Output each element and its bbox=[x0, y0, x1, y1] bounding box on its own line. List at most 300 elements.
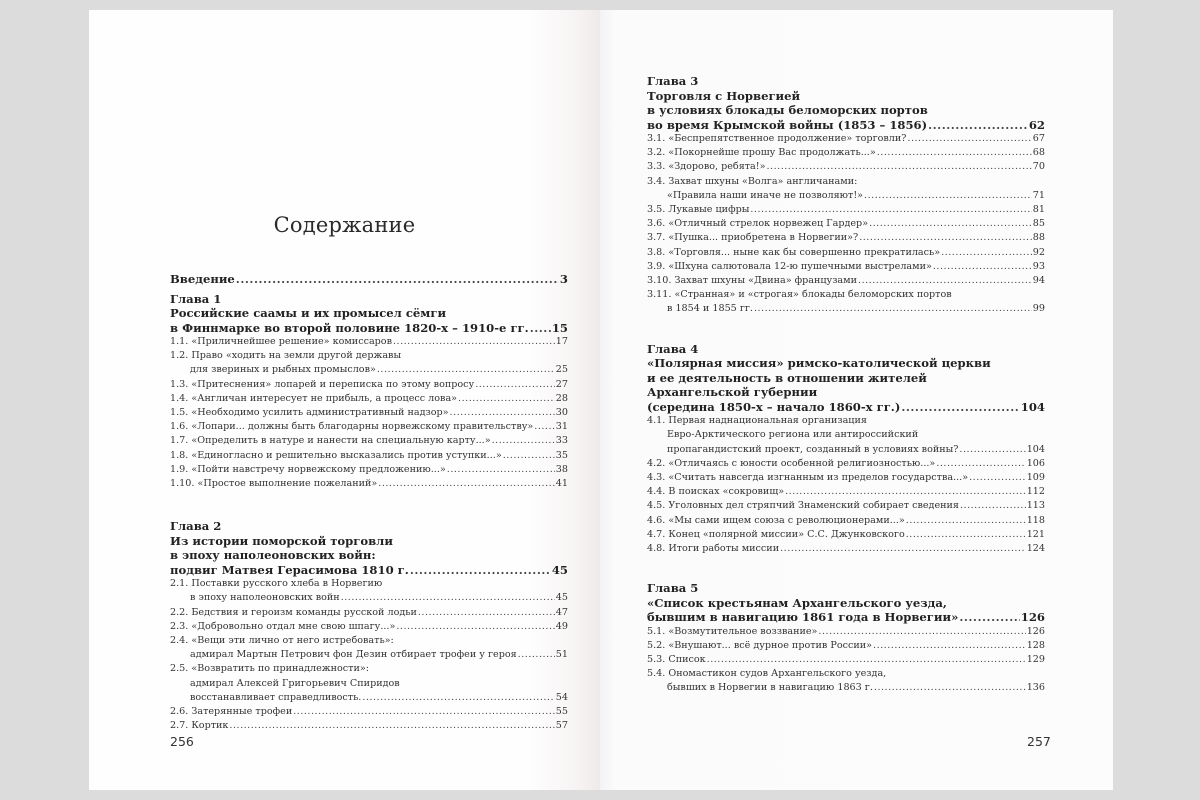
section-title-wrap bbox=[647, 246, 940, 260]
section-title: «Считать навсегда изгнанным из пределов государства...» bbox=[668, 471, 969, 483]
section-entry[interactable] bbox=[170, 719, 568, 733]
section-entry[interactable] bbox=[647, 160, 1045, 174]
page-ref: 70 bbox=[1032, 161, 1045, 173]
section-entry[interactable] bbox=[170, 477, 568, 491]
section-number: 3.10. bbox=[647, 275, 672, 287]
section-entry[interactable] bbox=[647, 639, 1045, 653]
leader-dots bbox=[377, 363, 555, 377]
page-ref: 47 bbox=[555, 606, 568, 618]
section-title: «Пушка... приобретена в Норвегии»? bbox=[668, 232, 859, 244]
section-row[interactable] bbox=[647, 231, 1045, 245]
section-title-wrap bbox=[647, 260, 932, 274]
section-number: 3.7. bbox=[647, 232, 666, 244]
section-entry[interactable] bbox=[647, 414, 1045, 457]
section-number: 4.3. bbox=[647, 471, 666, 483]
page-ref: 128 bbox=[1026, 639, 1045, 651]
section-title-wrap bbox=[170, 449, 502, 463]
page-ref: 81 bbox=[1032, 204, 1045, 216]
chapter-title-line: в условиях блокады беломорских портов bbox=[647, 103, 928, 117]
section-row[interactable] bbox=[647, 542, 1045, 556]
page-ref: 104 bbox=[1020, 399, 1045, 414]
section-number: 4.1. bbox=[647, 415, 666, 427]
chapter-title-line: и ее деятельность в отношении жителей bbox=[647, 370, 927, 385]
section-title: «Возвратить по принадлежности»: bbox=[191, 663, 369, 675]
section-row[interactable] bbox=[647, 514, 1045, 528]
section-row[interactable] bbox=[170, 620, 568, 634]
section-row[interactable] bbox=[647, 457, 1045, 471]
section-title-wrap bbox=[647, 175, 857, 189]
chapter-title-line: в эпоху наполеоновских войн: bbox=[170, 548, 376, 563]
section-entry[interactable] bbox=[647, 485, 1045, 499]
leader-dots bbox=[780, 542, 1026, 556]
section-title-wrap bbox=[647, 457, 935, 471]
section-number: 4.5. bbox=[647, 500, 666, 512]
section-row[interactable] bbox=[170, 406, 568, 420]
section-row-cont[interactable] bbox=[647, 681, 1045, 695]
leader-dots bbox=[410, 563, 551, 578]
section-title-wrap bbox=[647, 160, 766, 174]
page-ref: 45 bbox=[551, 562, 568, 577]
chapter-title-link[interactable] bbox=[647, 610, 1045, 625]
section-title-wrap bbox=[647, 132, 906, 146]
section-title: «Добровольно отдал мне свою шпагу...» bbox=[191, 620, 396, 632]
leader-dots bbox=[959, 610, 1019, 625]
section-entry[interactable] bbox=[170, 463, 568, 477]
page-ref: 113 bbox=[1026, 500, 1045, 512]
section-row[interactable] bbox=[647, 160, 1045, 174]
section-number: 1.10. bbox=[170, 478, 195, 490]
section-entry[interactable] bbox=[647, 457, 1045, 471]
section-number: 1.7. bbox=[170, 435, 189, 447]
section-row[interactable] bbox=[170, 349, 568, 363]
leader-dots bbox=[229, 719, 554, 733]
chapter-entry bbox=[170, 292, 568, 492]
section-row[interactable] bbox=[647, 625, 1045, 639]
leader-dots bbox=[906, 528, 1026, 542]
section-row[interactable] bbox=[647, 146, 1045, 160]
page-ref: 68 bbox=[1032, 147, 1045, 159]
section-title: «Внушают... всё дурное против России» bbox=[668, 639, 873, 651]
leader-dots bbox=[707, 653, 1026, 667]
section-row[interactable] bbox=[647, 528, 1045, 542]
section-row[interactable] bbox=[170, 420, 568, 434]
section-title: «Приличнейшее решение» комиссаров bbox=[191, 336, 392, 347]
right-page bbox=[600, 10, 1113, 790]
section-row-cont[interactable] bbox=[170, 648, 568, 662]
section-title: «Покорнейше прошу Вас продолжать...» bbox=[668, 147, 876, 159]
section-entry[interactable] bbox=[647, 667, 1045, 695]
chapter-title-line: Архангельской губернии bbox=[647, 385, 818, 400]
page-ref: 129 bbox=[1026, 654, 1045, 666]
section-number: 4.8. bbox=[647, 542, 666, 554]
page-ref: 33 bbox=[555, 435, 568, 447]
section-row[interactable] bbox=[647, 667, 1045, 681]
leader-dots bbox=[960, 499, 1026, 513]
leader-dots bbox=[754, 302, 1032, 316]
section-row[interactable] bbox=[170, 449, 568, 463]
section-title: Лукавые цифры bbox=[668, 204, 750, 216]
page-ref: 35 bbox=[555, 449, 568, 461]
section-title-wrap bbox=[647, 542, 779, 556]
section-row[interactable] bbox=[170, 705, 568, 719]
section-row[interactable] bbox=[170, 392, 568, 406]
toc-right-column bbox=[647, 74, 1045, 696]
leader-dots bbox=[933, 260, 1032, 274]
section-row[interactable] bbox=[647, 132, 1045, 146]
section-entry[interactable] bbox=[170, 392, 568, 406]
leader-dots bbox=[928, 118, 1028, 133]
page-ref: 62 bbox=[1028, 117, 1045, 132]
page-ref: 121 bbox=[1026, 528, 1045, 540]
page-ref: 27 bbox=[555, 378, 568, 390]
section-row[interactable] bbox=[647, 639, 1045, 653]
page-ref: 15 bbox=[551, 320, 568, 335]
section-title-cont: Евро-Арктического региона или антироссийский bbox=[667, 429, 919, 441]
leader-dots bbox=[859, 231, 1032, 245]
section-row[interactable] bbox=[170, 463, 568, 477]
section-number: 3.2. bbox=[647, 147, 666, 159]
section-entry[interactable] bbox=[647, 514, 1045, 528]
section-entry[interactable] bbox=[647, 625, 1045, 639]
chapter-label: Глава 5 bbox=[647, 581, 699, 596]
toc-intro-link[interactable] bbox=[170, 272, 568, 287]
section-title: «Пойти навстречу норвежскому предложению...» bbox=[191, 463, 446, 475]
chapter-label: Глава 2 bbox=[170, 519, 222, 534]
section-row[interactable] bbox=[647, 653, 1045, 667]
leader-dots bbox=[785, 485, 1026, 499]
section-entry[interactable] bbox=[170, 349, 568, 377]
section-entry[interactable] bbox=[647, 132, 1045, 146]
section-entry[interactable] bbox=[170, 662, 568, 705]
section-title-wrap bbox=[647, 639, 872, 653]
leader-dots bbox=[936, 457, 1025, 471]
section-number: 3.1. bbox=[647, 133, 666, 144]
leader-dots bbox=[475, 378, 555, 392]
section-entry[interactable] bbox=[170, 406, 568, 420]
section-title: Поставки русского хлеба в Норвегию bbox=[191, 578, 383, 590]
section-title: Захват шхуны «Волга» англичанами: bbox=[668, 175, 858, 187]
page-ref: 41 bbox=[555, 478, 568, 490]
leader-dots bbox=[941, 246, 1032, 260]
section-title: Конец «полярной миссии» С.С. Джунковского bbox=[668, 528, 905, 540]
section-title: Уголовных дел стряпчий Знаменский собирает сведения bbox=[668, 500, 959, 512]
section-row[interactable] bbox=[170, 335, 568, 349]
section-entry[interactable] bbox=[170, 420, 568, 434]
section-row-cont-text: восстанавливает справедливость. bbox=[190, 691, 362, 703]
section-title-wrap bbox=[170, 634, 394, 648]
chapter-entry bbox=[170, 519, 568, 733]
section-title-wrap bbox=[647, 414, 867, 428]
section-row[interactable] bbox=[647, 274, 1045, 288]
page-ref: 104 bbox=[1026, 443, 1045, 455]
section-title: Первая наднациональная организация bbox=[668, 415, 867, 427]
section-number: 1.5. bbox=[170, 407, 189, 419]
page-ref: 55 bbox=[555, 706, 568, 718]
section-title-wrap bbox=[170, 620, 395, 634]
section-row[interactable] bbox=[170, 434, 568, 448]
section-title-wrap bbox=[170, 606, 417, 620]
section-row-cont[interactable] bbox=[647, 443, 1045, 457]
leader-dots bbox=[864, 189, 1032, 203]
section-row[interactable] bbox=[170, 662, 568, 676]
section-row-cont-text: «Правила наши иначе не позволяют!» bbox=[667, 189, 864, 201]
leader-dots bbox=[236, 272, 559, 287]
section-entry[interactable] bbox=[647, 217, 1045, 231]
section-entry[interactable] bbox=[170, 335, 568, 349]
section-entry[interactable] bbox=[647, 246, 1045, 260]
section-row[interactable] bbox=[647, 175, 1045, 189]
page-ref: 45 bbox=[555, 592, 568, 604]
section-number: 3.6. bbox=[647, 218, 666, 230]
section-entry[interactable] bbox=[647, 274, 1045, 288]
section-row-cont[interactable] bbox=[170, 591, 568, 605]
page-ref: 57 bbox=[555, 720, 568, 732]
section-title-wrap bbox=[170, 420, 533, 434]
chapter-title-line: Российские саамы и их промысел сёмги bbox=[170, 306, 447, 320]
section-title-cont: адмирал Алексей Григорьевич Спиридов bbox=[190, 677, 400, 689]
section-entry[interactable] bbox=[170, 620, 568, 634]
section-row[interactable] bbox=[647, 288, 1045, 302]
section-title-wrap bbox=[647, 667, 886, 681]
section-entry[interactable] bbox=[647, 471, 1045, 485]
section-row[interactable] bbox=[647, 471, 1045, 485]
section-entry[interactable] bbox=[647, 542, 1045, 556]
section-title: «Лопари... должны быть благодарны норвежскому правительству» bbox=[191, 421, 534, 433]
section-entry[interactable] bbox=[170, 449, 568, 463]
section-row[interactable] bbox=[647, 217, 1045, 231]
section-entry[interactable] bbox=[647, 203, 1045, 217]
leader-dots bbox=[877, 146, 1032, 160]
section-title: Затерянные трофеи bbox=[191, 706, 293, 718]
section-title: «Отличаясь с юности особенной религиозностью...» bbox=[668, 457, 936, 469]
section-title: «Торговля... ныне как бы совершенно прекратилась» bbox=[668, 246, 941, 258]
chapter-title-link[interactable] bbox=[170, 563, 568, 578]
section-number: 4.4. bbox=[647, 486, 666, 498]
page-ref: 94 bbox=[1032, 275, 1045, 287]
section-row-cont[interactable] bbox=[170, 691, 568, 705]
section-title-wrap bbox=[647, 203, 749, 217]
leader-dots bbox=[378, 477, 555, 491]
section-entry[interactable] bbox=[647, 288, 1045, 316]
chapter-title-link-text: во время Крымской войны (1853 – 1856) bbox=[647, 117, 928, 132]
section-row-cont-text: в эпоху наполеоновских войн bbox=[190, 592, 340, 604]
section-number: 2.2. bbox=[170, 606, 189, 618]
section-title-wrap bbox=[647, 653, 706, 667]
section-entry[interactable] bbox=[170, 705, 568, 719]
chapter-entry bbox=[647, 342, 1045, 557]
section-row[interactable] bbox=[170, 477, 568, 491]
section-number: 2.5. bbox=[170, 663, 189, 675]
section-number: 5.3. bbox=[647, 654, 666, 666]
section-title-wrap bbox=[170, 705, 292, 719]
section-entry[interactable] bbox=[170, 606, 568, 620]
section-title-wrap bbox=[170, 335, 392, 349]
page-ref: 17 bbox=[555, 336, 568, 347]
chapter-title-line: Из истории поморской торговли bbox=[170, 533, 393, 548]
section-entry[interactable] bbox=[647, 653, 1045, 667]
page-ref: 3 bbox=[559, 272, 568, 286]
toc-title: Содержание bbox=[273, 213, 416, 237]
section-title: «Мы сами ищем союза с революционерами...» bbox=[668, 514, 905, 526]
chapter-title-link[interactable] bbox=[647, 400, 1045, 415]
section-row-cont-text: для звериных и рыбных промыслов» bbox=[190, 364, 376, 376]
section-title-wrap bbox=[170, 477, 377, 491]
section-entry[interactable] bbox=[647, 528, 1045, 542]
chapter-title-link-text: (середина 1850-х – начало 1860-х гг.) bbox=[647, 399, 901, 414]
section-title-wrap bbox=[170, 392, 457, 406]
section-number: 3.9. bbox=[647, 260, 666, 272]
section-number: 1.4. bbox=[170, 392, 189, 404]
page-ref: 109 bbox=[1026, 471, 1045, 483]
section-title: Захват шхуны «Двина» французами bbox=[674, 275, 858, 287]
leader-dots bbox=[396, 620, 554, 634]
section-row[interactable] bbox=[647, 260, 1045, 274]
page-ref: 88 bbox=[1032, 232, 1045, 244]
chapter-entry bbox=[647, 74, 1045, 317]
page-number-left: 256 bbox=[170, 734, 194, 749]
leader-dots bbox=[906, 514, 1026, 528]
section-title-wrap bbox=[170, 719, 228, 733]
chapter-title-link-text: подвиг Матвея Герасимова 1810 г. bbox=[170, 562, 409, 577]
leader-dots bbox=[969, 471, 1026, 485]
leader-dots bbox=[873, 639, 1026, 653]
leader-dots bbox=[901, 400, 1019, 415]
page-ref: 136 bbox=[1026, 682, 1045, 694]
leader-dots bbox=[341, 591, 555, 605]
chapter-title-link-text: бывшим в навигацию 1861 года в Норвегии» bbox=[647, 610, 959, 625]
page-ref: 49 bbox=[555, 620, 568, 632]
toc-left-column bbox=[170, 272, 568, 733]
leader-dots bbox=[818, 625, 1025, 639]
page-ref: 126 bbox=[1020, 610, 1045, 625]
section-number: 2.3. bbox=[170, 620, 189, 632]
section-title: «Единогласно и решительно высказались против уступки...» bbox=[191, 449, 502, 461]
section-entry[interactable] bbox=[170, 378, 568, 392]
section-row-cont-text: бывших в Норвегии в навигацию 1863 г. bbox=[667, 682, 873, 694]
section-row[interactable] bbox=[170, 378, 568, 392]
section-row[interactable] bbox=[170, 606, 568, 620]
section-title: «Отличный стрелок норвежец Гардер» bbox=[668, 218, 869, 230]
section-entry[interactable] bbox=[647, 175, 1045, 203]
section-title: Кортик bbox=[191, 720, 229, 732]
page-ref: 124 bbox=[1026, 542, 1045, 554]
leader-dots bbox=[874, 681, 1026, 695]
section-row-cont-text: в 1854 и 1855 гг. bbox=[667, 303, 753, 315]
page-ref: 92 bbox=[1032, 246, 1045, 258]
section-title-wrap bbox=[647, 485, 784, 499]
leader-dots bbox=[518, 648, 555, 662]
page-ref: 30 bbox=[555, 407, 568, 419]
section-entry[interactable] bbox=[170, 434, 568, 448]
section-row-cont[interactable] bbox=[647, 189, 1045, 203]
section-entry[interactable] bbox=[647, 499, 1045, 513]
chapter-title-link-text: в Финнмарке во второй половине 1820-х – 1910-е гг. bbox=[170, 320, 529, 335]
section-number: 4.2. bbox=[647, 457, 666, 469]
section-row[interactable] bbox=[170, 719, 568, 733]
page-ref: 28 bbox=[555, 392, 568, 404]
section-title-wrap bbox=[170, 577, 382, 591]
page-ref: 25 bbox=[555, 364, 568, 376]
section-title: Список bbox=[668, 654, 706, 666]
left-page bbox=[89, 10, 600, 790]
section-number: 2.6. bbox=[170, 706, 189, 718]
chapter-title-link[interactable] bbox=[647, 118, 1045, 133]
chapter-label: Глава 4 bbox=[647, 341, 699, 356]
leader-dots bbox=[503, 449, 555, 463]
leader-dots bbox=[767, 160, 1032, 174]
section-entry[interactable] bbox=[170, 577, 568, 605]
section-row[interactable] bbox=[647, 414, 1045, 428]
section-title: «Необходимо усилить административный надзор» bbox=[191, 407, 449, 419]
section-row[interactable] bbox=[647, 499, 1045, 513]
section-entry[interactable] bbox=[647, 146, 1045, 160]
section-number: 4.7. bbox=[647, 528, 666, 540]
page-ref: 118 bbox=[1026, 514, 1045, 526]
leader-dots bbox=[907, 132, 1031, 146]
section-number: 1.2. bbox=[170, 350, 189, 362]
section-row[interactable] bbox=[647, 203, 1045, 217]
page-ref: 54 bbox=[555, 691, 568, 703]
section-title: «Странная» и «строгая» блокады беломорских портов bbox=[674, 289, 952, 301]
section-number: 5.1. bbox=[647, 625, 666, 637]
section-title-wrap bbox=[647, 231, 858, 245]
leader-dots bbox=[393, 335, 555, 349]
page-ref: 112 bbox=[1026, 486, 1045, 498]
page-ref: 106 bbox=[1026, 457, 1045, 469]
section-number: 3.4. bbox=[647, 175, 666, 187]
leader-dots bbox=[450, 406, 555, 420]
chapter-entry bbox=[647, 581, 1045, 696]
section-row[interactable] bbox=[647, 246, 1045, 260]
section-title-wrap bbox=[170, 463, 446, 477]
section-title-wrap bbox=[647, 146, 876, 160]
section-number: 2.4. bbox=[170, 635, 189, 647]
chapter-label: Глава 1 bbox=[170, 291, 222, 306]
section-row[interactable] bbox=[170, 577, 568, 591]
section-number: 2.7. bbox=[170, 720, 189, 732]
section-number: 3.8. bbox=[647, 246, 666, 258]
page-ref: 31 bbox=[555, 421, 568, 433]
leader-dots bbox=[293, 705, 555, 719]
section-entry[interactable] bbox=[170, 634, 568, 662]
section-title: «Шхуна салютовала 12-ю пушечными выстрелами» bbox=[668, 260, 932, 272]
chapter-title-line: «Список крестьянам Архангельского уезда, bbox=[647, 595, 947, 610]
section-number: 1.9. bbox=[170, 463, 189, 475]
section-title: Итоги работы миссии bbox=[668, 542, 780, 554]
section-row-cont[interactable] bbox=[170, 363, 568, 377]
page-ref: 85 bbox=[1032, 218, 1045, 230]
page-ref: 126 bbox=[1026, 625, 1045, 637]
section-title: «Англичан интересует не прибыль, а процесс лова» bbox=[191, 392, 458, 404]
section-title: «Определить в натуре и нанести на специальную карту...» bbox=[191, 435, 491, 447]
section-number: 3.3. bbox=[647, 161, 666, 173]
section-entry[interactable] bbox=[647, 260, 1045, 274]
section-row[interactable] bbox=[647, 485, 1045, 499]
leader-dots bbox=[869, 217, 1032, 231]
page-ref: 67 bbox=[1032, 133, 1045, 144]
section-title-wrap bbox=[647, 514, 905, 528]
chapter-label: Глава 3 bbox=[647, 74, 699, 88]
section-row-cont[interactable] bbox=[647, 302, 1045, 316]
section-entry[interactable] bbox=[647, 231, 1045, 245]
section-number: 5.2. bbox=[647, 639, 666, 651]
chapter-title-link[interactable] bbox=[170, 321, 568, 336]
section-title-wrap bbox=[170, 349, 401, 363]
section-row[interactable] bbox=[170, 634, 568, 648]
section-title: «Здорово, ребята!» bbox=[668, 161, 766, 173]
section-title: «Беспрепятственное продолжение» торговли? bbox=[668, 133, 907, 144]
section-title: В поисках «сокровищ» bbox=[668, 486, 785, 498]
